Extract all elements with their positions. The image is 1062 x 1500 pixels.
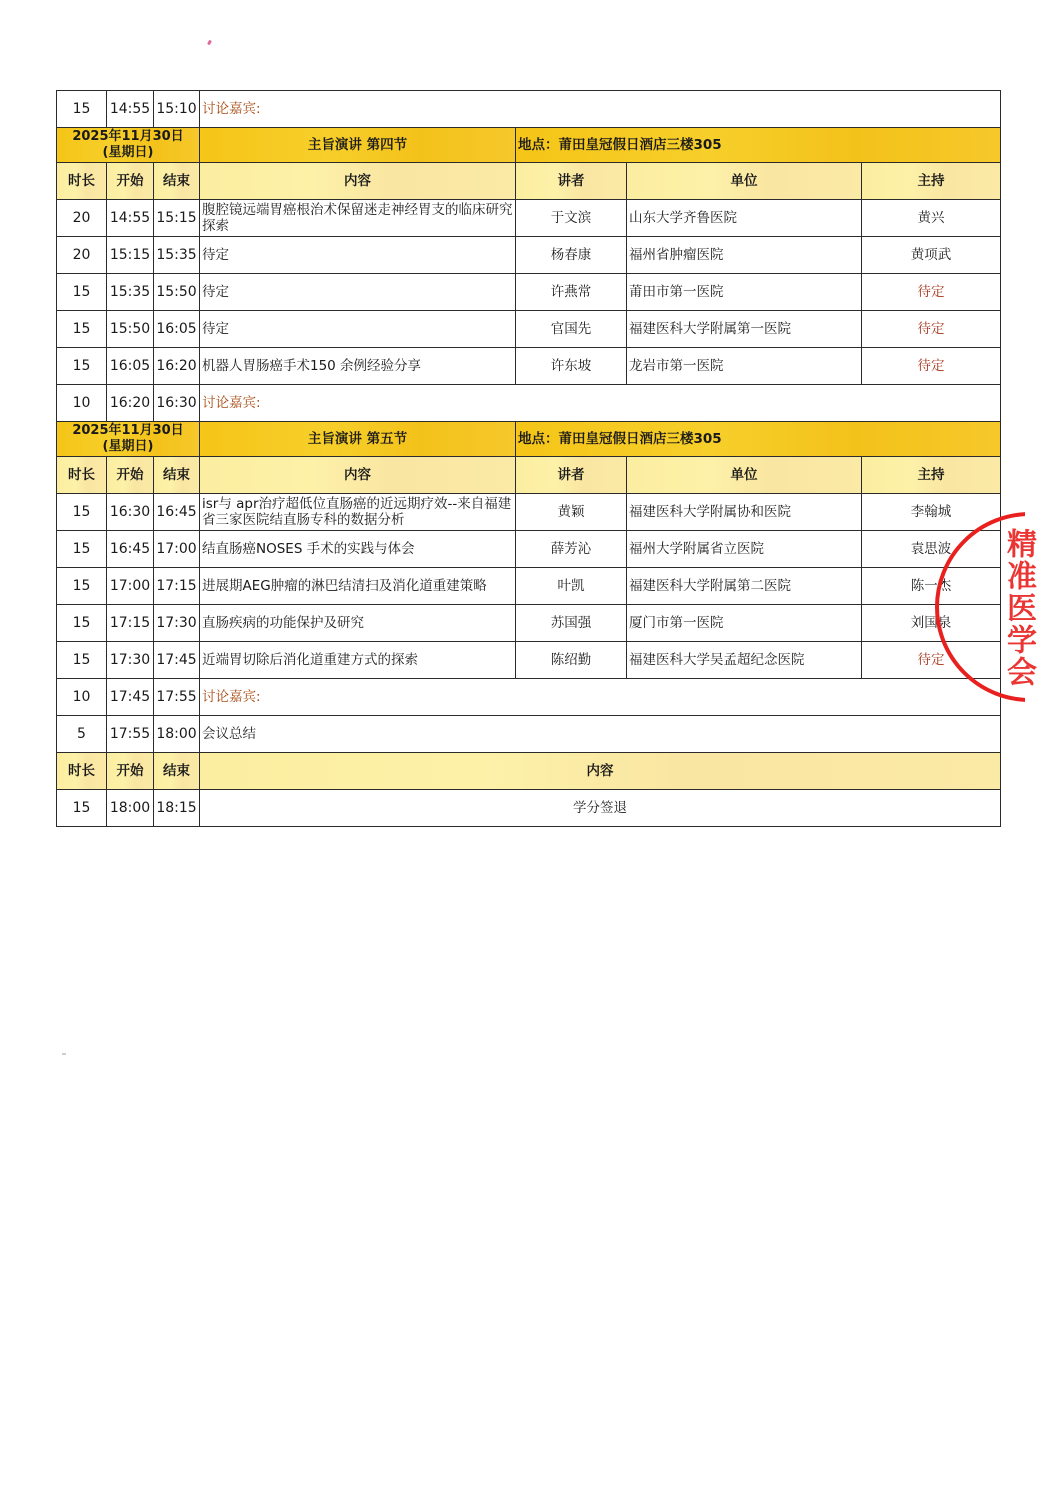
host-cell: 陈一杰: [862, 568, 1001, 605]
table-row: [57, 311, 1001, 348]
start-cell: 15:35: [107, 274, 154, 311]
end-cell: 16:05: [154, 311, 200, 348]
speaker-cell: 陈绍勤: [516, 642, 627, 679]
content-cell: 进展期AEG肿瘤的淋巴结清扫及消化道重建策略: [200, 568, 516, 605]
end-cell: 17:45: [154, 642, 200, 679]
duration-cell: 15: [57, 605, 107, 642]
section-date: [57, 422, 200, 457]
content-cell: isr与 apr治疗超低位直肠癌的近远期疗效--来自福建省三家医院结直肠专科的数据分析: [200, 494, 516, 531]
end-cell: 15:50: [154, 274, 200, 311]
duration-cell: 15: [57, 494, 107, 531]
unit-cell: 福州省肿瘤医院: [627, 237, 862, 274]
header-duration: 时长: [57, 753, 107, 790]
end-cell: 15:35: [154, 237, 200, 274]
column-headers: [57, 163, 1001, 200]
section-header-5: [57, 422, 1001, 457]
header-start: 开始: [107, 753, 154, 790]
host-cell-pending: 待定: [862, 348, 1001, 385]
weekday-text: (星期日): [102, 439, 154, 454]
end-cell: 15:10: [154, 91, 200, 128]
table-row: [57, 200, 1001, 237]
host-cell-pending: 待定: [862, 274, 1001, 311]
duration-cell: 15: [57, 348, 107, 385]
host-cell: 袁思波: [862, 531, 1001, 568]
end-cell: 16:20: [154, 348, 200, 385]
duration-cell: 15: [57, 274, 107, 311]
header-host: 主持: [862, 457, 1001, 494]
start-cell: 15:50: [107, 311, 154, 348]
end-cell: 15:15: [154, 200, 200, 237]
table-row: [57, 642, 1001, 679]
weekday-text: (星期日): [102, 145, 154, 160]
date-text: 2025年11月30日: [72, 129, 184, 144]
content-cell: 待定: [200, 311, 516, 348]
section-title: 主旨演讲 第四节: [200, 128, 516, 163]
section-header-4: [57, 128, 1001, 163]
duration-cell: 15: [57, 311, 107, 348]
unit-cell: 福建医科大学附属第二医院: [627, 568, 862, 605]
content-cell: 待定: [200, 274, 516, 311]
official-seal-text: 精准医学会: [1001, 528, 1036, 688]
start-cell: 17:55: [107, 716, 154, 753]
speaker-cell: 苏国强: [516, 605, 627, 642]
duration-cell: 20: [57, 200, 107, 237]
host-cell: 黄兴: [862, 200, 1001, 237]
agenda-table: [56, 90, 1001, 827]
speaker-cell: 薛芳沁: [516, 531, 627, 568]
start-cell: 17:00: [107, 568, 154, 605]
unit-cell: 福建医科大学附属协和医院: [627, 494, 862, 531]
header-end: 结束: [154, 753, 200, 790]
start-cell: 16:05: [107, 348, 154, 385]
duration-cell: 15: [57, 790, 107, 827]
table-row: [57, 274, 1001, 311]
discussion-guests-label: 讨论嘉宾:: [200, 385, 1001, 422]
summary-row: [57, 716, 1001, 753]
content-cell: 机器人胃肠癌手术150 余例经验分享: [200, 348, 516, 385]
date-text: 2025年11月30日: [72, 423, 184, 438]
unit-cell: 莆田市第一医院: [627, 274, 862, 311]
end-cell: 16:45: [154, 494, 200, 531]
header-speaker: 讲者: [516, 457, 627, 494]
start-cell: 14:55: [107, 91, 154, 128]
unit-cell: 福建医科大学附属第一医院: [627, 311, 862, 348]
header-start: 开始: [107, 163, 154, 200]
header-unit: 单位: [627, 457, 862, 494]
end-cell: 18:15: [154, 790, 200, 827]
header-content: 内容: [200, 163, 516, 200]
column-headers: [57, 457, 1001, 494]
start-cell: 18:00: [107, 790, 154, 827]
section-title: 主旨演讲 第五节: [200, 422, 516, 457]
final-column-headers: [57, 753, 1001, 790]
header-speaker: 讲者: [516, 163, 627, 200]
host-cell: 黄项武: [862, 237, 1001, 274]
table-row: [57, 494, 1001, 531]
content-cell: 腹腔镜远端胃癌根治术保留迷走神经胃支的临床研究探索: [200, 200, 516, 237]
start-cell: 15:15: [107, 237, 154, 274]
end-cell: 18:00: [154, 716, 200, 753]
table-row: [57, 237, 1001, 274]
table-row: [57, 531, 1001, 568]
start-cell: 14:55: [107, 200, 154, 237]
discussion-guests-label: 讨论嘉宾:: [200, 679, 1001, 716]
header-duration: 时长: [57, 457, 107, 494]
duration-cell: 5: [57, 716, 107, 753]
discussion-row: [57, 91, 1001, 128]
start-cell: 17:15: [107, 605, 154, 642]
summary-content: 会议总结: [200, 716, 1001, 753]
duration-cell: 10: [57, 679, 107, 716]
content-cell: 结直肠癌NOSES 手术的实践与体会: [200, 531, 516, 568]
speaker-cell: 许东坡: [516, 348, 627, 385]
content-cell: 近端胃切除后消化道重建方式的探索: [200, 642, 516, 679]
end-cell: 17:30: [154, 605, 200, 642]
duration-cell: 15: [57, 531, 107, 568]
speaker-cell: 杨春康: [516, 237, 627, 274]
host-cell: 刘国泉: [862, 605, 1001, 642]
duration-cell: 15: [57, 91, 107, 128]
start-cell: 16:45: [107, 531, 154, 568]
end-cell: 17:55: [154, 679, 200, 716]
unit-cell: 福建医科大学吴孟超纪念医院: [627, 642, 862, 679]
table-row: [57, 568, 1001, 605]
unit-cell: 龙岩市第一医院: [627, 348, 862, 385]
duration-cell: 15: [57, 642, 107, 679]
header-content: 内容: [200, 753, 1001, 790]
scan-speck: [207, 40, 212, 46]
table-row: [57, 605, 1001, 642]
header-start: 开始: [107, 457, 154, 494]
header-end: 结束: [154, 163, 200, 200]
speaker-cell: 黄颖: [516, 494, 627, 531]
header-end: 结束: [154, 457, 200, 494]
unit-cell: 福州大学附属省立医院: [627, 531, 862, 568]
unit-cell: 山东大学齐鲁医院: [627, 200, 862, 237]
start-cell: 16:20: [107, 385, 154, 422]
credit-signout-cell: 学分签退: [200, 790, 1001, 827]
host-cell-pending: 待定: [862, 311, 1001, 348]
header-content: 内容: [200, 457, 516, 494]
duration-cell: 10: [57, 385, 107, 422]
discussion-row: [57, 385, 1001, 422]
host-cell-pending: 待定: [862, 642, 1001, 679]
duration-cell: 20: [57, 237, 107, 274]
content-cell: 直肠疾病的功能保护及研究: [200, 605, 516, 642]
content-cell: 待定: [200, 237, 516, 274]
header-duration: 时长: [57, 163, 107, 200]
end-cell: 17:15: [154, 568, 200, 605]
unit-cell: 厦门市第一医院: [627, 605, 862, 642]
table-row: [57, 348, 1001, 385]
scan-speck: [62, 1053, 66, 1055]
start-cell: 16:30: [107, 494, 154, 531]
speaker-cell: 于文滨: [516, 200, 627, 237]
discussion-row: [57, 679, 1001, 716]
final-row: [57, 790, 1001, 827]
duration-cell: 15: [57, 568, 107, 605]
section-date: [57, 128, 200, 163]
speaker-cell: 叶凯: [516, 568, 627, 605]
end-cell: 16:30: [154, 385, 200, 422]
section-location: 地点：莆田皇冠假日酒店三楼305: [516, 422, 1001, 457]
discussion-guests-label: 讨论嘉宾:: [200, 91, 1001, 128]
start-cell: 17:30: [107, 642, 154, 679]
end-cell: 17:00: [154, 531, 200, 568]
host-cell: 李翰城: [862, 494, 1001, 531]
header-unit: 单位: [627, 163, 862, 200]
header-host: 主持: [862, 163, 1001, 200]
speaker-cell: 官国先: [516, 311, 627, 348]
start-cell: 17:45: [107, 679, 154, 716]
speaker-cell: 许燕常: [516, 274, 627, 311]
section-location: 地点：莆田皇冠假日酒店三楼305: [516, 128, 1001, 163]
